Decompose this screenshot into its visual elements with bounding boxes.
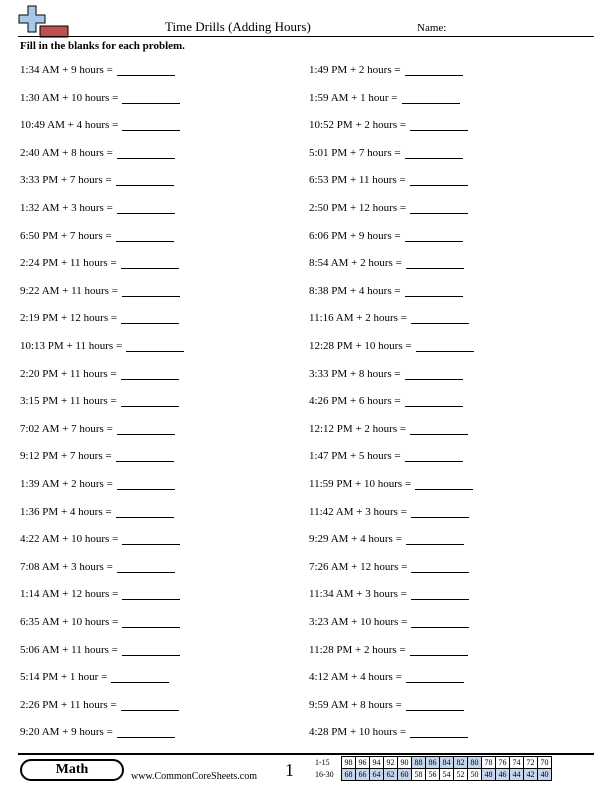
problem-text: 1:49 PM + 2 hours = xyxy=(309,64,401,76)
problem-text: 11:16 AM + 2 hours = xyxy=(309,312,407,325)
problem-text: 1:47 PM + 5 hours = xyxy=(309,450,401,463)
problem-text: 2:24 PM + 11 hours = xyxy=(20,257,117,270)
answer-blank[interactable] xyxy=(122,533,180,545)
answer-blank[interactable] xyxy=(122,119,180,131)
answer-blank[interactable] xyxy=(117,202,175,214)
problem-item xyxy=(309,699,464,711)
problem-item xyxy=(309,478,473,490)
answer-blank[interactable] xyxy=(122,588,180,600)
answer-blank[interactable] xyxy=(411,616,469,628)
answer-blank[interactable] xyxy=(116,174,174,186)
answer-blank[interactable] xyxy=(405,368,463,380)
answer-blank[interactable] xyxy=(405,230,463,242)
score-cell: 70 xyxy=(538,757,552,769)
problem-text: 2:19 PM + 12 hours = xyxy=(20,312,118,325)
score-cell: 66 xyxy=(356,769,370,781)
problem-item xyxy=(20,423,175,435)
problem-item xyxy=(20,506,174,518)
score-cell: 52 xyxy=(454,769,468,781)
problem-item xyxy=(309,506,469,518)
answer-blank[interactable] xyxy=(405,395,463,407)
problem-text: 4:22 AM + 10 hours = xyxy=(20,533,119,546)
problem-text: 9:20 AM + 9 hours = xyxy=(20,726,113,739)
problem-item xyxy=(20,478,175,490)
score-range: 1-15 xyxy=(315,758,330,767)
score-cell: 98 xyxy=(342,757,356,769)
problem-item xyxy=(20,533,180,545)
answer-blank[interactable] xyxy=(405,147,463,159)
answer-blank[interactable] xyxy=(111,671,169,683)
answer-blank[interactable] xyxy=(410,174,468,186)
score-cell: 60 xyxy=(398,769,412,781)
answer-blank[interactable] xyxy=(121,699,179,711)
problem-item xyxy=(20,202,175,214)
problem-item xyxy=(309,726,468,738)
answer-blank[interactable] xyxy=(116,450,174,462)
problem-text: 10:49 AM + 4 hours = xyxy=(20,119,119,132)
score-cell: 90 xyxy=(398,757,412,769)
answer-blank[interactable] xyxy=(411,312,469,324)
answer-blank[interactable] xyxy=(121,257,179,269)
problem-item xyxy=(309,340,474,352)
problem-item xyxy=(309,395,463,407)
problem-text: 1:32 AM + 3 hours = xyxy=(20,202,113,214)
problem-item xyxy=(20,395,179,407)
problem-text: 12:28 PM + 10 hours = xyxy=(309,340,412,352)
answer-blank[interactable] xyxy=(410,202,468,214)
problem-text: 2:20 PM + 11 hours = xyxy=(20,367,117,380)
problem-text: 11:59 PM + 10 hours = xyxy=(309,478,412,490)
problem-item xyxy=(20,285,180,297)
problem-item xyxy=(309,450,463,462)
answer-blank[interactable] xyxy=(411,588,469,600)
problem-text: 6:50 PM + 7 hours = xyxy=(20,229,112,242)
problem-text: 9:29 AM + 4 hours = xyxy=(309,533,402,546)
problem-text: 1:59 AM + 1 hour = xyxy=(309,91,398,104)
score-cell: 54 xyxy=(440,769,454,781)
problem-item xyxy=(309,230,463,242)
score-cell: 88 xyxy=(412,757,426,769)
answer-blank[interactable] xyxy=(122,92,180,104)
problem-text: 1:34 AM + 9 hours = xyxy=(20,64,113,76)
subject-badge: Math xyxy=(20,759,124,781)
problem-item xyxy=(309,257,464,269)
score-cell: 78 xyxy=(482,757,496,769)
problem-text: 4:12 AM + 4 hours = xyxy=(309,671,402,684)
score-cell: 80 xyxy=(468,757,482,769)
answer-blank[interactable] xyxy=(406,257,464,269)
score-cell: 56 xyxy=(426,769,440,781)
problem-item xyxy=(20,450,174,462)
problem-text: 5:06 AM + 11 hours = xyxy=(20,643,118,656)
problem-item xyxy=(309,312,469,324)
problem-item xyxy=(20,147,175,159)
answer-blank[interactable] xyxy=(406,533,464,545)
answer-blank[interactable] xyxy=(405,450,463,462)
answer-blank[interactable] xyxy=(410,644,468,656)
answer-blank[interactable] xyxy=(410,119,468,131)
problem-text: 9:22 AM + 11 hours = xyxy=(20,284,118,297)
problem-text: 7:26 AM + 12 hours = xyxy=(309,560,408,573)
problem-item xyxy=(20,616,180,628)
problem-text: 7:02 AM + 7 hours = xyxy=(20,422,113,435)
page-title: Time Drills (Adding Hours) xyxy=(165,19,311,34)
answer-blank[interactable] xyxy=(406,671,464,683)
answer-blank[interactable] xyxy=(117,478,175,490)
answer-blank[interactable] xyxy=(121,395,179,407)
score-cell: 86 xyxy=(426,757,440,769)
answer-blank[interactable] xyxy=(117,561,175,573)
problem-text: 4:28 PM + 10 hours = xyxy=(309,726,407,739)
problem-text: 7:08 AM + 3 hours = xyxy=(20,560,113,573)
problem-text: 11:34 AM + 3 hours = xyxy=(309,588,407,601)
problem-item xyxy=(20,119,180,131)
problem-text: 9:12 PM + 7 hours = xyxy=(20,450,112,463)
problem-item xyxy=(309,588,469,600)
problem-item xyxy=(20,588,180,600)
answer-blank[interactable] xyxy=(410,726,468,738)
problem-text: 1:39 AM + 2 hours = xyxy=(20,478,113,490)
answer-blank[interactable] xyxy=(117,726,175,738)
problem-text: 4:26 PM + 6 hours = xyxy=(309,395,401,408)
problem-item xyxy=(20,230,174,242)
problem-text: 1:14 AM + 12 hours = xyxy=(20,588,119,601)
score-table xyxy=(315,756,552,781)
answer-blank[interactable] xyxy=(117,64,175,76)
problem-text: 9:59 AM + 8 hours = xyxy=(309,698,402,711)
answer-blank[interactable] xyxy=(416,340,474,352)
answer-blank[interactable] xyxy=(411,561,469,573)
answer-blank[interactable] xyxy=(405,285,463,297)
problem-item xyxy=(309,561,469,573)
problem-text: 3:33 PM + 8 hours = xyxy=(309,367,401,380)
problem-item xyxy=(309,368,463,380)
problem-text: 10:13 PM + 11 hours = xyxy=(20,340,123,352)
score-cell: 62 xyxy=(384,769,398,781)
problem-text: 1:36 PM + 4 hours = xyxy=(20,505,112,518)
answer-blank[interactable] xyxy=(122,285,180,297)
problem-item xyxy=(20,644,180,656)
score-cell: 74 xyxy=(510,757,524,769)
problem-text: 8:54 AM + 2 hours = xyxy=(309,257,402,270)
score-cell: 96 xyxy=(356,757,370,769)
score-cell: 92 xyxy=(384,757,398,769)
problem-item xyxy=(20,671,169,683)
problem-text: 6:06 PM + 9 hours = xyxy=(309,229,401,242)
problem-text: 10:52 PM + 2 hours = xyxy=(309,119,407,132)
problem-item xyxy=(20,368,179,380)
problem-text: 3:33 PM + 7 hours = xyxy=(20,174,112,187)
problem-item xyxy=(309,202,468,214)
answer-blank[interactable] xyxy=(122,616,180,628)
problem-text: 2:50 PM + 12 hours = xyxy=(309,202,407,214)
problem-item xyxy=(309,92,460,104)
problem-text: 6:53 PM + 11 hours = xyxy=(309,174,406,187)
problem-text: 3:15 PM + 11 hours = xyxy=(20,395,117,408)
answer-blank[interactable] xyxy=(410,423,468,435)
page-number: 1 xyxy=(285,760,294,780)
problem-item xyxy=(309,616,469,628)
score-cell: 50 xyxy=(468,769,482,781)
score-range: 16-30 xyxy=(315,770,334,779)
problem-item xyxy=(20,92,180,104)
score-cell: 58 xyxy=(412,769,426,781)
score-row xyxy=(315,757,552,769)
problem-text: 3:23 AM + 10 hours = xyxy=(309,616,408,628)
answer-blank[interactable] xyxy=(415,478,473,490)
problem-text: 11:42 AM + 3 hours = xyxy=(309,505,407,518)
problem-item xyxy=(20,340,184,352)
score-cell: 94 xyxy=(370,757,384,769)
answer-blank[interactable] xyxy=(411,506,469,518)
score-cell: 48 xyxy=(482,769,496,781)
problem-item xyxy=(309,671,464,683)
answer-blank[interactable] xyxy=(406,699,464,711)
problem-item xyxy=(309,423,468,435)
answer-blank[interactable] xyxy=(116,230,174,242)
score-cell: 84 xyxy=(440,757,454,769)
problem-item xyxy=(20,699,179,711)
header-divider xyxy=(18,36,594,37)
instructions: Fill in the blanks for each problem. xyxy=(20,40,185,52)
answer-blank[interactable] xyxy=(126,340,184,352)
answer-blank[interactable] xyxy=(121,312,179,324)
problem-item xyxy=(309,644,468,656)
answer-blank[interactable] xyxy=(117,423,175,435)
problem-item xyxy=(20,726,175,738)
score-cell: 42 xyxy=(524,769,538,781)
problem-item xyxy=(309,147,463,159)
problem-item xyxy=(20,257,179,269)
problem-text: 5:14 PM + 1 hour = xyxy=(20,671,108,684)
problem-text: 2:26 PM + 11 hours = xyxy=(20,698,117,711)
site-url: www.CommonCoreSheets.com xyxy=(131,771,258,782)
score-cell: 72 xyxy=(524,757,538,769)
score-cell: 64 xyxy=(370,769,384,781)
answer-blank[interactable] xyxy=(116,506,174,518)
problem-text: 1:30 AM + 10 hours = xyxy=(20,91,119,104)
name-label: Name: xyxy=(417,22,447,34)
score-cell: 44 xyxy=(510,769,524,781)
problem-item xyxy=(20,312,179,324)
answer-blank[interactable] xyxy=(122,644,180,656)
problem-item xyxy=(309,119,468,131)
problem-item xyxy=(20,561,175,573)
problem-text: 2:40 AM + 8 hours = xyxy=(20,146,113,159)
score-cell: 82 xyxy=(454,757,468,769)
problem-text: 11:28 PM + 2 hours = xyxy=(309,643,406,656)
score-cell: 40 xyxy=(538,769,552,781)
problem-item xyxy=(309,64,463,76)
answer-blank[interactable] xyxy=(117,147,175,159)
math-cross-logo xyxy=(18,4,70,38)
problem-item xyxy=(309,533,464,545)
answer-blank[interactable] xyxy=(121,368,179,380)
score-row xyxy=(315,769,552,781)
score-cell: 76 xyxy=(496,757,510,769)
answer-blank[interactable] xyxy=(405,64,463,76)
problem-text: 5:01 PM + 7 hours = xyxy=(309,146,401,159)
footer-divider xyxy=(18,753,594,755)
answer-blank[interactable] xyxy=(402,92,460,104)
problem-text: 8:38 PM + 4 hours = xyxy=(309,284,401,297)
problem-item xyxy=(309,174,468,186)
problem-item xyxy=(20,64,175,76)
problem-item xyxy=(20,174,174,186)
problem-text: 6:35 AM + 10 hours = xyxy=(20,616,119,628)
score-cell: 68 xyxy=(342,769,356,781)
problem-item xyxy=(309,285,463,297)
problem-text: 12:12 PM + 2 hours = xyxy=(309,422,407,435)
score-cell: 46 xyxy=(496,769,510,781)
